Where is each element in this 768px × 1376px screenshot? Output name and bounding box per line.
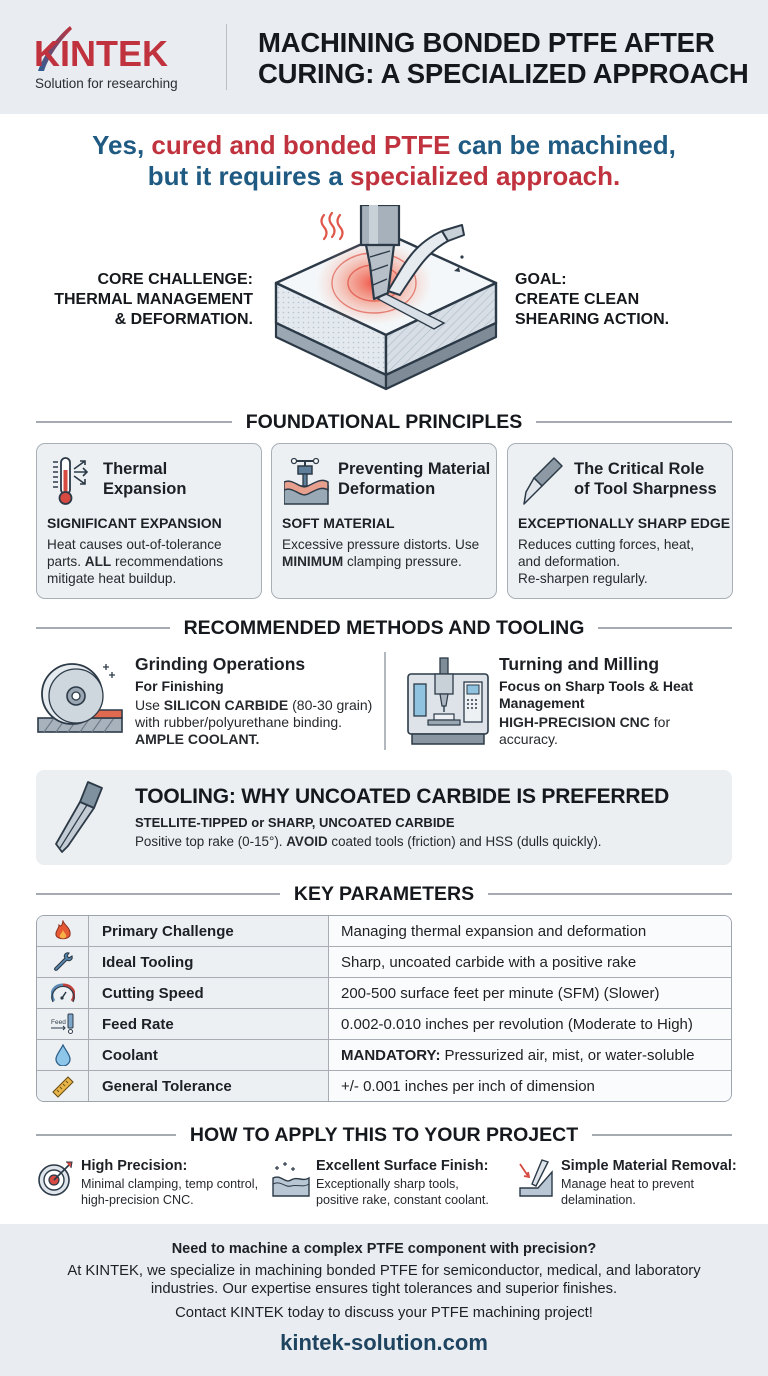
methods-divider <box>384 652 386 750</box>
method-subtitle: Focus on Sharp Tools & Heat Management <box>499 678 694 711</box>
headline-highlight: specialized approach <box>350 161 613 191</box>
parameter-label: Feed Rate <box>89 1009 329 1039</box>
divider-line <box>36 627 170 629</box>
section-title: KEY PARAMETERS <box>293 882 475 905</box>
card-body: Excessive pressure distorts. Use MINIMUM clamping pressure. <box>282 537 480 569</box>
wrench-icon <box>52 951 74 973</box>
tooling-title: TOOLING: WHY UNCOATED CARBIDE IS PREFERRED <box>135 785 670 808</box>
headline-highlight: cured and bonded PTFE <box>151 130 451 160</box>
parameter-value: MANDATORY: Pressurized air, mist, or water-soluble <box>329 1040 732 1070</box>
table-row <box>37 916 732 947</box>
grinding-wheel-icon <box>36 656 126 746</box>
tooling-subtitle: STELLITE-TIPPED or SHARP, UNCOATED CARBIDE <box>135 815 455 830</box>
table-row <box>37 947 732 978</box>
section-heading-parameters <box>36 882 732 906</box>
table-row <box>37 1071 732 1102</box>
logo-tagline: Solution for researching <box>35 76 178 91</box>
parameter-label: Cutting Speed <box>89 978 329 1008</box>
section-title: FOUNDATIONAL PRINCIPLES <box>245 410 523 433</box>
section-heading-foundational <box>36 410 732 434</box>
method-body: Use SILICON CARBIDE (80-30 grain) with rubber/polyurethane binding. AMPLE COOLANT. <box>135 697 373 747</box>
headline-text: can be machined, <box>450 130 676 160</box>
footer-cta: Contact KINTEK today to discuss your PTFE machining project! <box>175 1305 593 1321</box>
headline-text: Yes, <box>92 130 152 160</box>
card-subtitle: SIGNIFICANT EXPANSION <box>47 515 222 531</box>
footer-question: Need to machine a complex PTFE component with precision? <box>171 1241 597 1257</box>
section-title: HOW TO APPLY THIS TO YOUR PROJECT <box>189 1123 579 1146</box>
core-challenge-line: & DEFORMATION. <box>114 311 253 328</box>
table-row <box>37 1040 732 1071</box>
principle-card-material-deformation <box>271 443 497 599</box>
cnc-machine-icon <box>404 656 492 748</box>
section-heading-methods <box>36 616 732 640</box>
header-divider <box>226 24 227 90</box>
parameter-label: Ideal Tooling <box>89 947 329 977</box>
key-parameters-table <box>36 915 732 1102</box>
headline-period: . <box>613 161 621 191</box>
divider-line <box>36 1134 176 1136</box>
kintek-logo[interactable] <box>34 26 214 96</box>
parameter-value: +/- 0.001 inches per inch of dimension <box>329 1071 732 1102</box>
divider-line <box>598 627 732 629</box>
divider-line <box>488 893 732 895</box>
method-subtitle: For Finishing <box>135 678 224 694</box>
card-body: Heat causes out-of-tolerance parts. ALL recommendations mitigate heat buildup. <box>47 537 224 586</box>
parameter-label: Coolant <box>89 1040 329 1070</box>
parameter-value: Managing thermal expansion and deformation <box>329 916 732 946</box>
headline <box>0 130 768 192</box>
table-row <box>37 978 732 1009</box>
section-title: RECOMMENDED METHODS AND TOOLING <box>183 616 585 639</box>
apply-body: Manage heat to prevent delamination. <box>561 1177 695 1207</box>
method-turning-milling <box>404 650 734 755</box>
surface-finish-icon <box>271 1158 311 1198</box>
thermometer-icon <box>49 456 95 506</box>
parameter-label: General Tolerance <box>89 1071 329 1102</box>
method-body: HIGH-PRECISION CNC for accuracy. <box>499 714 671 747</box>
speedometer-icon <box>51 982 75 1004</box>
table-row <box>37 1009 732 1040</box>
card-title: Thermal Expansion <box>103 460 187 498</box>
card-subtitle: SOFT MATERIAL <box>282 515 395 531</box>
tooling-body: Positive top rake (0-15°). AVOID coated tools (friction) and HSS (dulls quickly). <box>135 834 602 849</box>
divider-line <box>592 1134 732 1136</box>
method-title: Turning and Milling <box>499 654 660 674</box>
parameter-value: 200-500 surface feet per minute (SFM) (Slower) <box>329 978 732 1008</box>
end-mill-cutting-ptfe-block-icon <box>266 205 506 400</box>
method-title: Grinding Operations <box>135 654 306 674</box>
carbide-tool-bit-icon <box>48 778 118 858</box>
divider-line <box>536 421 732 423</box>
apply-body: Minimal clamping, temp control, high-precision CNC. <box>81 1177 259 1207</box>
website-link[interactable]: kintek-solution.com <box>280 1330 488 1355</box>
svg-text:Feed: Feed <box>50 1019 66 1026</box>
target-icon <box>36 1158 76 1198</box>
core-challenge-line: THERMAL MANAGEMENT <box>54 291 253 308</box>
core-challenge-label <box>40 270 253 330</box>
apply-title: Simple Material Removal: <box>561 1158 737 1174</box>
clamp-icon <box>284 456 330 506</box>
feed-gauge-icon <box>50 1013 76 1035</box>
headline-text: but it requires a <box>147 161 351 191</box>
goal-line: SHEARING ACTION. <box>515 311 670 328</box>
logo-wordmark: KINTEK <box>34 33 168 74</box>
page-title: MACHINING BONDED PTFE AFTER CURING: A SPECIALIZED APPROACH <box>258 27 749 89</box>
ruler-icon <box>52 1076 74 1098</box>
divider-line <box>36 421 232 423</box>
parameter-value: 0.002-0.010 inches per revolution (Moderate to High) <box>329 1009 732 1039</box>
footer <box>0 1224 768 1376</box>
divider-line <box>36 893 280 895</box>
parameter-label: Primary Challenge <box>89 916 329 946</box>
apply-title: Excellent Surface Finish: <box>316 1158 489 1174</box>
apply-title: High Precision: <box>81 1158 188 1174</box>
footer-paragraph: At KINTEK, we specialize in machining bonded PTFE for semiconductor, medical, and laboratory industries. Our expertise ensures tight tolerances and superior finishes. <box>67 1263 701 1297</box>
principle-card-thermal-expansion <box>36 443 262 599</box>
tooling-callout <box>36 770 732 865</box>
card-subtitle: EXCEPTIONALLY SHARP EDGE <box>518 515 731 531</box>
principle-card-tool-sharpness <box>507 443 733 599</box>
goal-line: GOAL: <box>515 271 567 288</box>
core-challenge-line: CORE CHALLENGE: <box>97 271 253 288</box>
material-removal-icon <box>516 1158 556 1198</box>
flame-icon <box>54 920 72 942</box>
card-body: Reduces cutting forces, heat, and deformation. Re-sharpen regularly. <box>518 537 695 586</box>
apply-body: Exceptionally sharp tools, positive rake, constant coolant. <box>316 1177 489 1207</box>
card-title: Preventing Material Deformation <box>338 460 491 498</box>
parameter-value: Sharp, uncoated carbide with a positive rake <box>329 947 732 977</box>
method-grinding <box>36 650 381 755</box>
water-drop-icon <box>54 1044 72 1066</box>
goal-label <box>515 270 735 330</box>
header <box>0 0 768 114</box>
section-heading-apply <box>36 1123 732 1147</box>
blade-icon <box>520 456 566 506</box>
goal-line: CREATE CLEAN <box>515 291 640 308</box>
card-title: The Critical Role of Tool Sharpness <box>574 460 717 498</box>
